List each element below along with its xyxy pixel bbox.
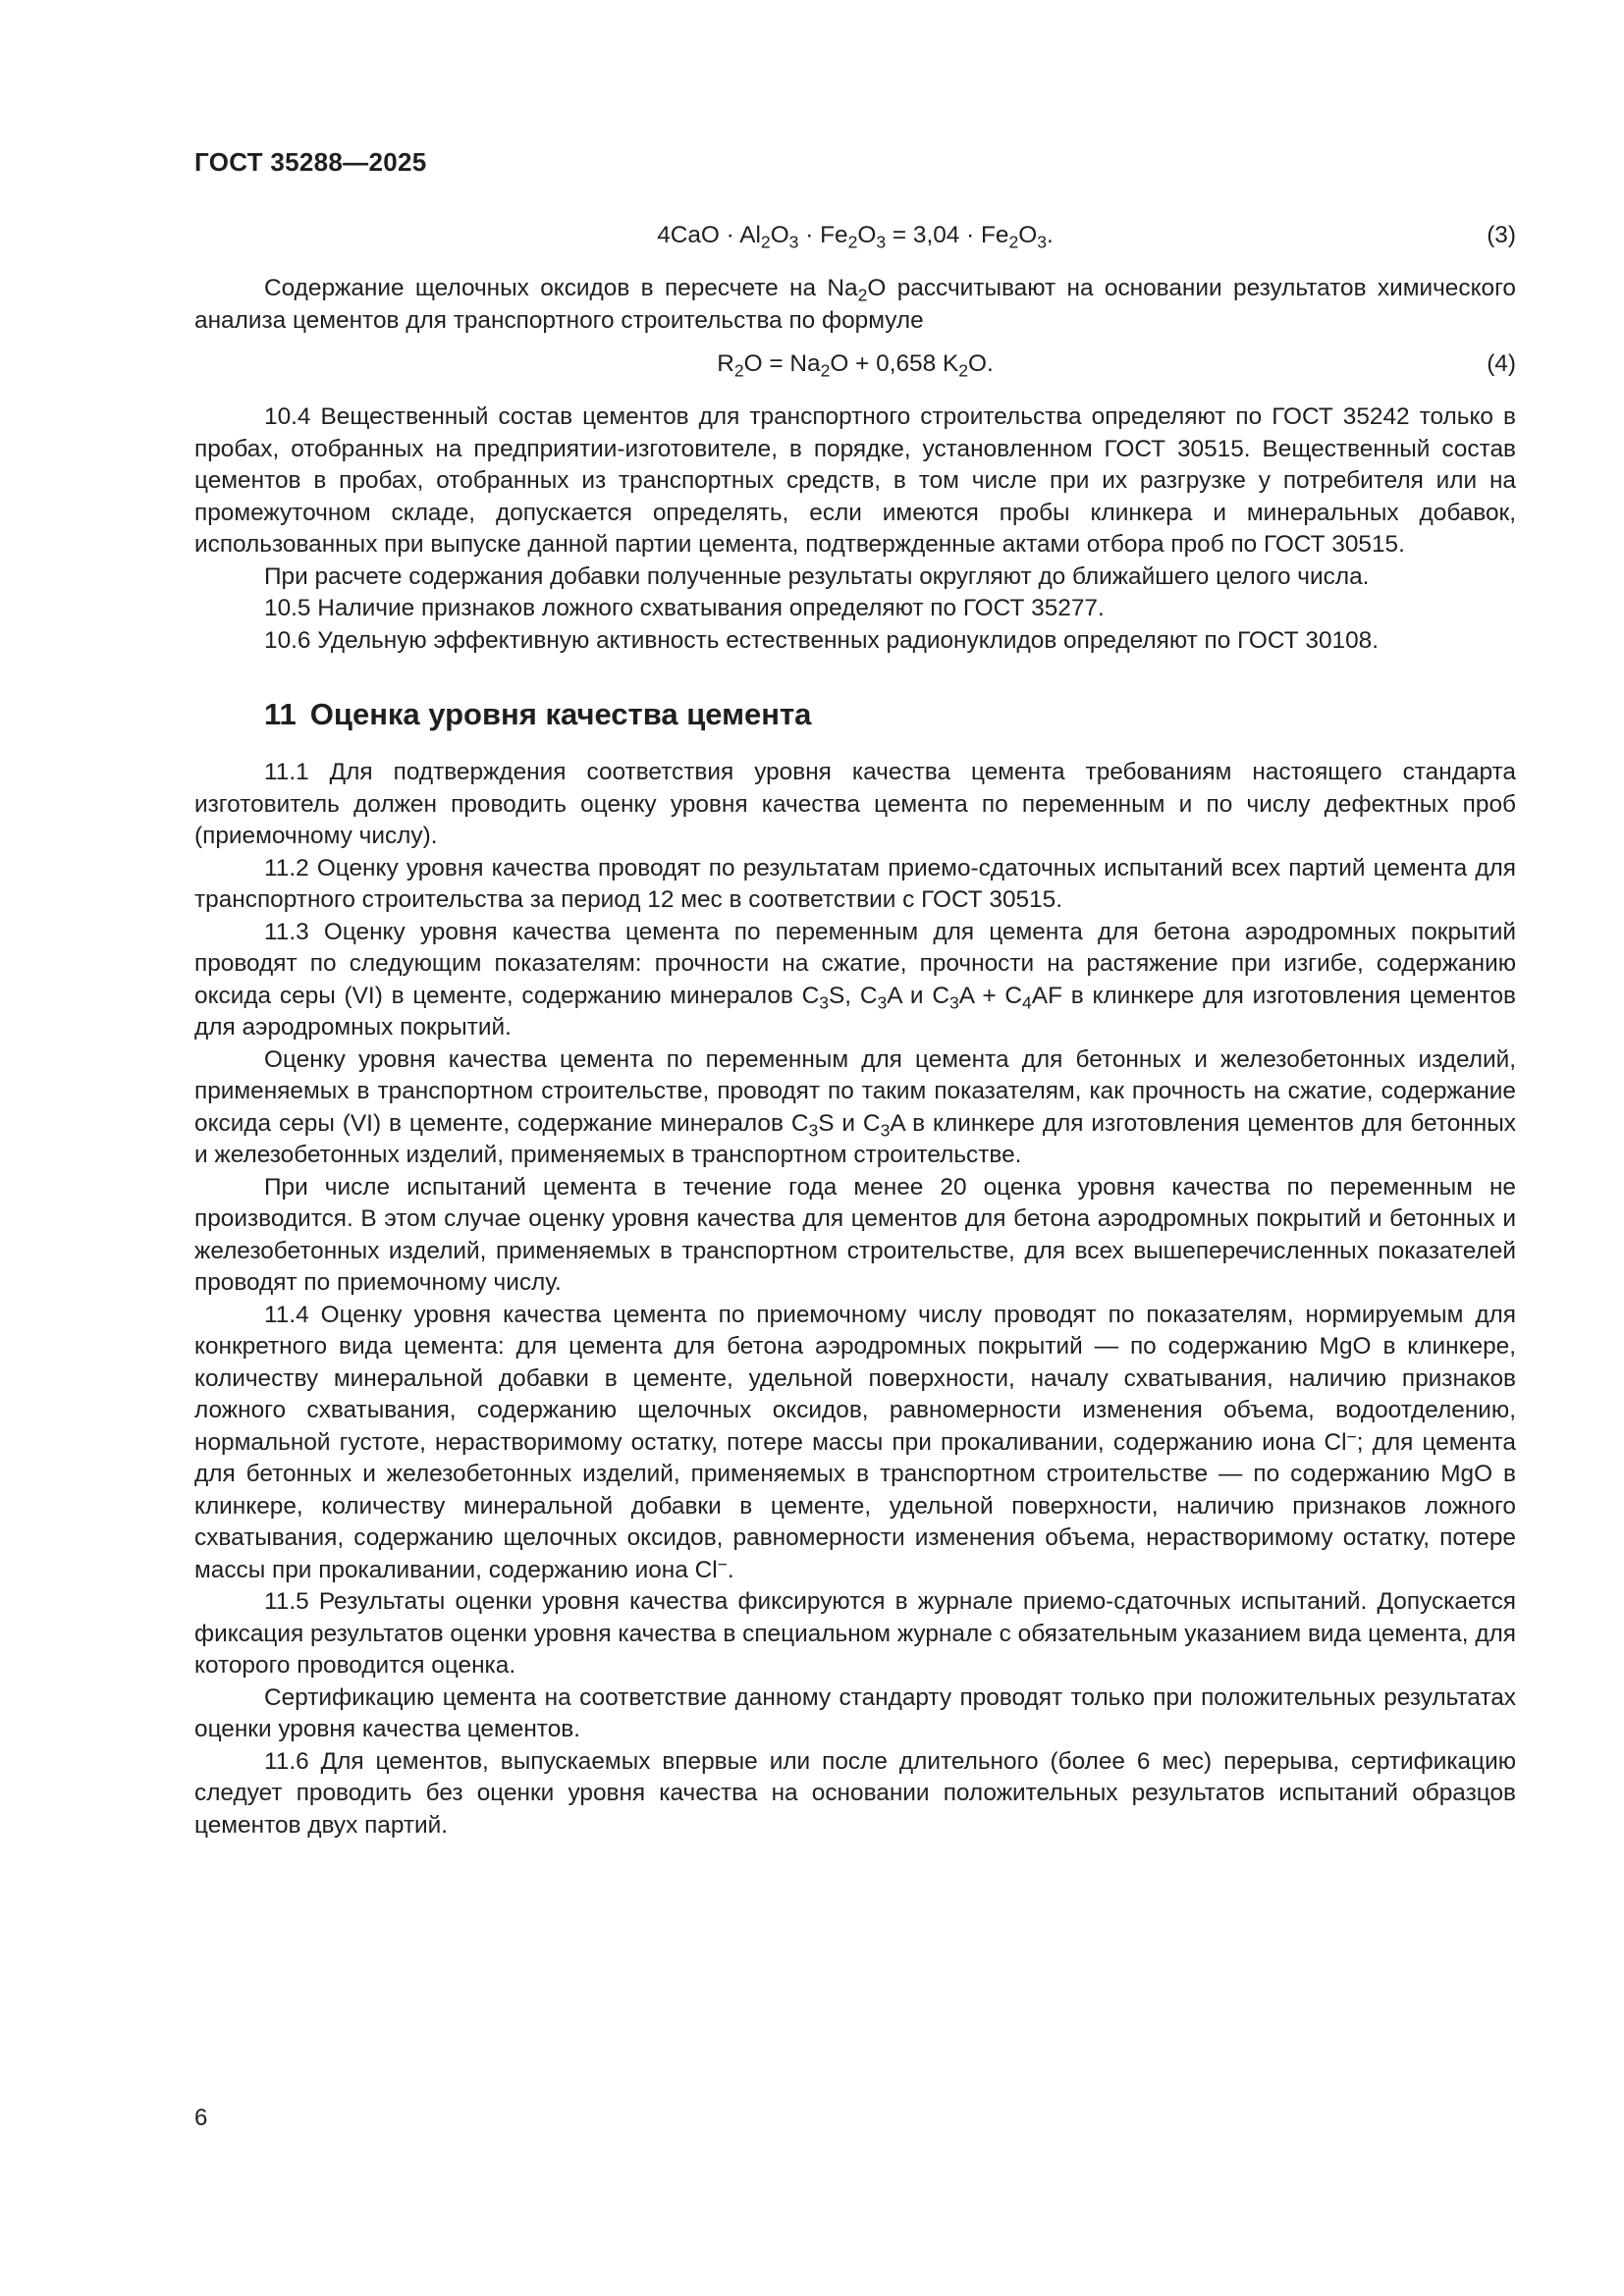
paragraph-10-5: 10.5 Наличие признаков ложного схватывания определяют по ГОСТ 35277. — [264, 595, 1105, 621]
paragraph: Содержание щелочных оксидов в пересчете на $Na_2O$ рассчитывают на основании результатов химического анализа цементов для транспортного строительства по формуле — [194, 275, 1517, 334]
paragraph: При расчете содержания добавки полученные результаты округляют до ближайшего целого числа. — [264, 562, 1370, 590]
equation-4 — [194, 348, 1516, 390]
equation-3 — [194, 220, 1516, 261]
document-code: ГОСТ 35288—2025 — [194, 147, 427, 177]
paragraph-11-4: 11.4 Оценку уровня качества цемента по приемочному числу проводят по показателям, нормируемым для конкретного вида цемента: для цемента для бетона аэродромных покрытий — по содержанию MgO в клинкере, количеству минеральной добавки в цементе, удельной поверхности, началу схватывания, наличию признаков ложного схватывания, содержанию щелочных оксидов, равномерности изменения объема, водоотделению, нормальной густоте, нерастворимому остатку, потере массы при прокаливании, содержанию иона Cl−; для цемента для бетонных и железобетонных изделий, применяемых в транспортном строительстве — по содержанию MgO в клинкере, количеству минеральной добавки в цементе, удельной поверхности, наличию признаков ложного схватывания, содержанию щелочных оксидов, равномерности изменения объема, нерастворимому остатку, потере массы при прокаливании, содержанию иона Cl−. — [194, 1301, 1516, 1583]
page-number: 6 — [194, 2105, 208, 2131]
paragraph-10-4: 10.4 Вещественный состав цементов для транспортного строительства определяют по ГОСТ 35242 только в пробах, отобранных на предприятии-изготовителе, в порядке, установленном ГОСТ 30515. Вещественный состав цементов в пробах, отобранных из транспортных средств, в том числе при их разгрузке у потребителя или на промежуточном складе, допускается определять, если имеются пробы клинкера и минеральных добавок, использованных при выпуске данной партии цемента, подтвержденные актами отбора проб по ГОСТ 30515. — [194, 403, 1516, 558]
paragraph: Оценку уровня качества цемента по переменным для цемента для бетонных и железобетонных изделий, применяемых в транспортном строительстве, проводят по таким показателям, как прочность на сжатие, содержание оксида серы (VI) в цементе, содержание минералов $C_3S$ и $C_3A$ в клинкере для изготовления цементов для бетонных и железобетонных изделий, применяемых в транспортном строительстве. — [194, 1045, 1517, 1168]
paragraph-11-5: 11.5 Результаты оценки уровня качества фиксируются в журнале приемо-сдаточных испытаний. Допускается фиксация результатов оценки уровня качества в специальном журнале с обязательным указанием вида цемента, для которого проводится оценка. — [194, 1588, 1516, 1679]
formula-r2o: $R_2O = Na_2O + 0,658$ $K_2O$. — [717, 350, 994, 381]
paragraph-11-6: 11.6 Для цементов, выпускаемых впервые или после длительного (более 6 мес) перерыва, сертификацию следует проводить без оценки уровня качества на основании положительных результатов испытаний образцов цементов двух партий. — [194, 1747, 1516, 1839]
section-heading — [264, 696, 1516, 733]
paragraph-10-6: 10.6 Удельную эффективную активность естественных радионуклидов определяют по ГОСТ 30108. — [264, 626, 1379, 654]
section-title: Оценка уровня качества цемента — [309, 697, 812, 731]
paragraph-11-3: 11.3 Оценку уровня качества цемента по переменным для цемента для бетона аэродромных покрытий проводят по следующим показателям: прочности на сжатие, прочности на растяжение при изгибе, содержанию оксида серы (VI) в цементе, содержанию минералов $C_3S$, $C_3A$ и $C_3A + C_4AF$ в клинкере для изготовления цементов для аэродромных покрытий. — [194, 918, 1516, 1041]
paragraph-11-2: 11.2 Оценку уровня качества проводят по результатам приемо-сдаточных испытаний всех партий цемента для транспортного строительства за период 12 мес в соответствии с ГОСТ 30515. — [194, 854, 1516, 913]
formula-4cao: $4CaO \cdot Al_2O_3 \cdot Fe_2O_3 = 3,04 \cdot Fe_2O_3$. — [657, 222, 1054, 252]
document-body — [194, 220, 1516, 1842]
equation-number: (4) — [1487, 350, 1516, 377]
paragraph: При числе испытаний цемента в течение года менее 20 оценка уровня качества по переменным не производится. В этом случае оценку уровня качества для цементов для бетона аэродромных покрытий и бетонных и железобетонных изделий, применяемых в транспортном строительстве, для всех вышеперечисленных показателей проводят по приемочному числу. — [194, 1173, 1516, 1296]
paragraph-11-1: 11.1 Для подтверждения соответствия уровня качества цемента требованиям настоящего стандарта изготовитель должен проводить оценку уровня качества цемента по переменным и по числу дефектных проб (приемочному числу). — [194, 759, 1516, 849]
section-number: 11 — [264, 697, 297, 731]
equation-number: (3) — [1487, 222, 1516, 248]
paragraph: Сертификацию цемента на соответствие данному стандарту проводят только при положительных результатах оценки уровня качества цементов. — [194, 1683, 1516, 1742]
